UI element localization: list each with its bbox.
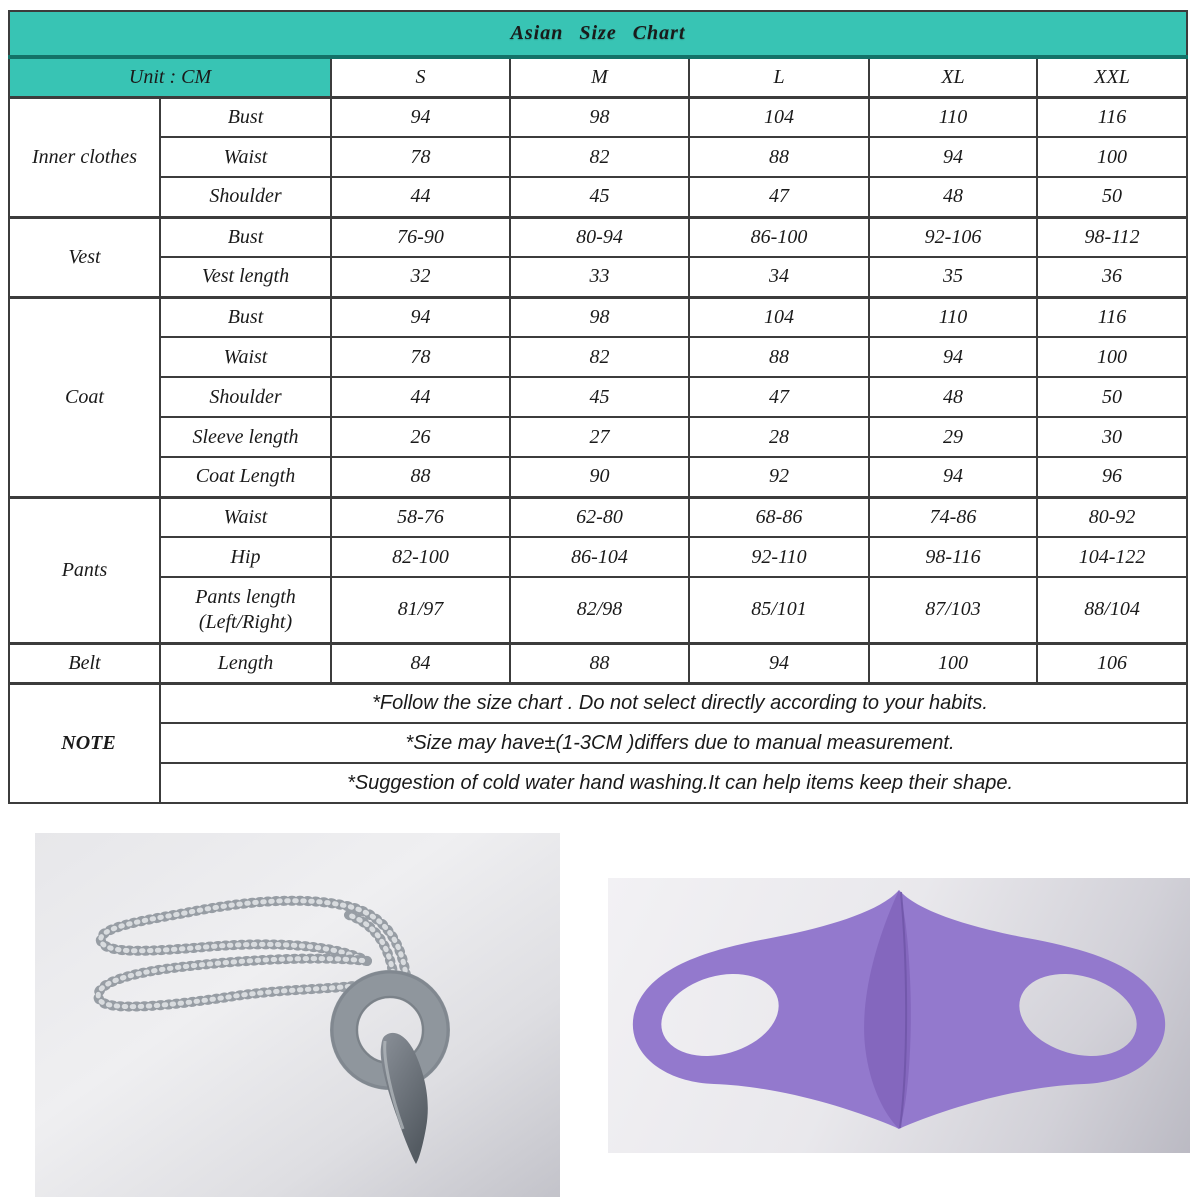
size-value-xl: 94	[869, 337, 1037, 377]
table-row	[9, 217, 1187, 257]
size-value-s: 76-90	[331, 217, 510, 257]
table-row	[9, 177, 1187, 217]
table-row	[9, 643, 1187, 683]
measure-label-sleeve-length: Sleeve length	[160, 417, 331, 457]
size-value-xl: 87/103	[869, 577, 1037, 643]
table-row	[9, 457, 1187, 497]
size-value-l: 47	[689, 377, 869, 417]
size-value-m: 45	[510, 177, 689, 217]
size-value-s: 78	[331, 337, 510, 377]
size-value-m: 82	[510, 337, 689, 377]
size-value-xxl: 80-92	[1037, 497, 1187, 537]
measure-label-vest-length: Vest length	[160, 257, 331, 297]
size-value-xl: 110	[869, 97, 1037, 137]
size-value-s: 81/97	[331, 577, 510, 643]
measure-label-waist: Waist	[160, 137, 331, 177]
measure-label-bust: Bust	[160, 217, 331, 257]
measure-label-waist: Waist	[160, 337, 331, 377]
necklace-photo-background	[35, 833, 560, 1197]
table-row	[9, 137, 1187, 177]
note-line-3: *Suggestion of cold water hand washing.It can help items keep their shape.	[160, 763, 1187, 803]
size-value-m: 90	[510, 457, 689, 497]
size-header-m: M	[510, 57, 689, 97]
size-value-xl: 94	[869, 457, 1037, 497]
size-value-xl: 110	[869, 297, 1037, 337]
note-label: NOTE	[9, 683, 160, 803]
size-value-l: 88	[689, 337, 869, 377]
size-value-l: 104	[689, 97, 869, 137]
mask-photo	[608, 878, 1190, 1153]
size-value-xxl: 104-122	[1037, 537, 1187, 577]
size-chart-table	[8, 10, 1188, 804]
size-value-s: 44	[331, 177, 510, 217]
size-value-m: 82	[510, 137, 689, 177]
size-value-s: 84	[331, 643, 510, 683]
size-value-xl: 74-86	[869, 497, 1037, 537]
size-value-xxl: 30	[1037, 417, 1187, 457]
chart-title: Asian Size Chart	[9, 11, 1187, 57]
measure-label-waist: Waist	[160, 497, 331, 537]
size-value-l: 68-86	[689, 497, 869, 537]
category-pants: Pants	[9, 497, 160, 643]
size-value-xxl: 50	[1037, 377, 1187, 417]
table-row	[9, 297, 1187, 337]
size-value-s: 94	[331, 97, 510, 137]
measure-label-bust: Bust	[160, 97, 331, 137]
size-value-s: 58-76	[331, 497, 510, 537]
size-value-s: 32	[331, 257, 510, 297]
size-value-xl: 29	[869, 417, 1037, 457]
measure-label-coat-length: Coat Length	[160, 457, 331, 497]
size-value-m: 45	[510, 377, 689, 417]
size-value-l: 92-110	[689, 537, 869, 577]
measure-label-shoulder: Shoulder	[160, 177, 331, 217]
size-value-xxl: 116	[1037, 297, 1187, 337]
table-row	[9, 257, 1187, 297]
size-value-l: 88	[689, 137, 869, 177]
size-value-xl: 48	[869, 177, 1037, 217]
category-coat: Coat	[9, 297, 160, 497]
table-row	[9, 537, 1187, 577]
title-row	[9, 11, 1187, 57]
category-inner-clothes: Inner clothes	[9, 97, 160, 217]
measure-label-pants-length: Pants length (Left/Right)	[160, 577, 331, 643]
size-value-l: 92	[689, 457, 869, 497]
size-value-xl: 98-116	[869, 537, 1037, 577]
necklace-photo	[35, 833, 560, 1197]
size-value-m: 88	[510, 643, 689, 683]
table-row	[9, 417, 1187, 457]
size-value-m: 98	[510, 97, 689, 137]
size-value-s: 88	[331, 457, 510, 497]
size-header-xl: XL	[869, 57, 1037, 97]
size-value-l: 86-100	[689, 217, 869, 257]
necklace-illustration	[35, 833, 560, 1197]
size-value-xl: 92-106	[869, 217, 1037, 257]
size-value-xxl: 106	[1037, 643, 1187, 683]
size-value-s: 44	[331, 377, 510, 417]
size-value-xl: 35	[869, 257, 1037, 297]
table-row	[9, 377, 1187, 417]
size-value-l: 34	[689, 257, 869, 297]
size-value-xxl: 116	[1037, 97, 1187, 137]
size-value-l: 104	[689, 297, 869, 337]
table-row	[9, 337, 1187, 377]
size-value-xxl: 100	[1037, 337, 1187, 377]
size-value-m: 98	[510, 297, 689, 337]
size-value-l: 85/101	[689, 577, 869, 643]
size-value-xl: 48	[869, 377, 1037, 417]
mask-illustration	[608, 878, 1190, 1153]
size-value-xl: 100	[869, 643, 1037, 683]
note-line-2: *Size may have±(1-3CM )differs due to manual measurement.	[160, 723, 1187, 763]
measure-label-bust: Bust	[160, 297, 331, 337]
size-value-xl: 94	[869, 137, 1037, 177]
size-value-s: 82-100	[331, 537, 510, 577]
size-value-xxl: 50	[1037, 177, 1187, 217]
size-value-xxl: 88/104	[1037, 577, 1187, 643]
size-header-s: S	[331, 57, 510, 97]
size-value-s: 78	[331, 137, 510, 177]
table-row	[9, 497, 1187, 537]
size-value-xxl: 100	[1037, 137, 1187, 177]
size-value-m: 82/98	[510, 577, 689, 643]
size-value-s: 94	[331, 297, 510, 337]
size-value-s: 26	[331, 417, 510, 457]
size-value-m: 33	[510, 257, 689, 297]
size-header-xxl: XXL	[1037, 57, 1187, 97]
unit-label: Unit : CM	[9, 57, 331, 97]
note-row	[9, 683, 1187, 723]
category-belt: Belt	[9, 643, 160, 683]
size-value-l: 28	[689, 417, 869, 457]
size-header-l: L	[689, 57, 869, 97]
measure-label-length: Length	[160, 643, 331, 683]
measure-label-shoulder: Shoulder	[160, 377, 331, 417]
table-row	[9, 97, 1187, 137]
size-value-xxl: 98-112	[1037, 217, 1187, 257]
size-value-m: 27	[510, 417, 689, 457]
size-value-l: 94	[689, 643, 869, 683]
size-value-m: 80-94	[510, 217, 689, 257]
size-value-xxl: 96	[1037, 457, 1187, 497]
measure-label-hip: Hip	[160, 537, 331, 577]
size-value-l: 47	[689, 177, 869, 217]
size-value-m: 62-80	[510, 497, 689, 537]
category-vest: Vest	[9, 217, 160, 297]
size-value-xxl: 36	[1037, 257, 1187, 297]
note-line-1: *Follow the size chart . Do not select directly according to your habits.	[160, 683, 1187, 723]
note-row	[9, 763, 1187, 803]
size-header-row	[9, 57, 1187, 97]
note-row	[9, 723, 1187, 763]
size-value-m: 86-104	[510, 537, 689, 577]
table-row	[9, 577, 1187, 643]
